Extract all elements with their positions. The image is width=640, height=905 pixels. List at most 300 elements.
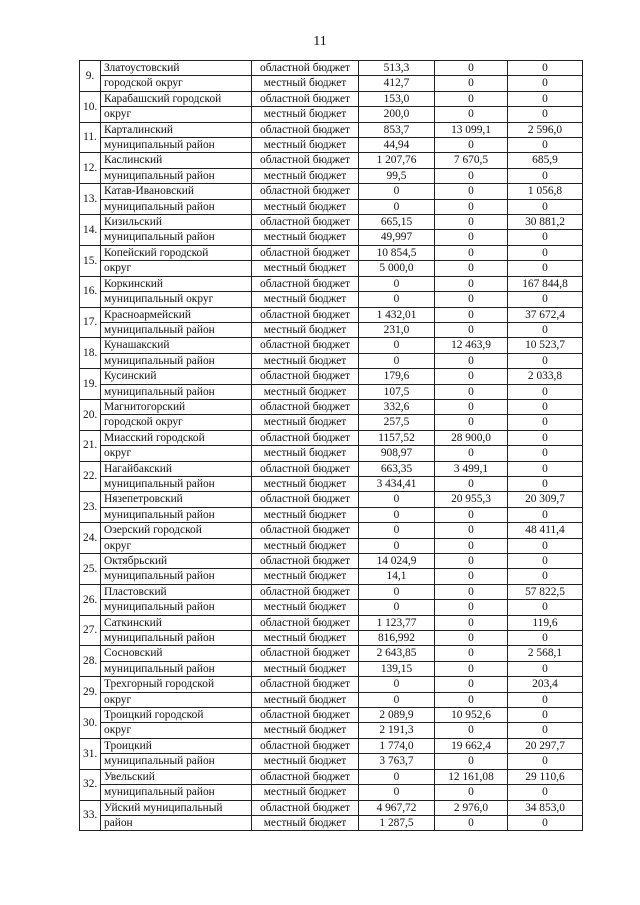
amount-cell: 0 — [435, 138, 508, 153]
amount-cell: 0 — [359, 199, 435, 214]
table-row — [80, 538, 583, 553]
budget-source: местный бюджет — [252, 569, 359, 584]
row-number: 33. — [80, 800, 101, 831]
table-row — [80, 554, 583, 569]
budget-source: областной бюджет — [252, 769, 359, 784]
row-number: 11. — [80, 122, 101, 153]
amount-cell: 10 952,6 — [435, 708, 508, 723]
amount-cell: 13 099,1 — [435, 122, 508, 137]
amount-cell: 0 — [435, 230, 508, 245]
row-number: 23. — [80, 492, 101, 523]
budget-source: местный бюджет — [252, 322, 359, 337]
table-row — [80, 91, 583, 106]
budget-source: местный бюджет — [252, 384, 359, 399]
amount-cell: 513,3 — [359, 61, 435, 76]
amount-cell: 2 191,3 — [359, 723, 435, 738]
row-number: 17. — [80, 307, 101, 338]
amount-cell: 0 — [508, 322, 583, 337]
municipality-name: округ — [101, 261, 252, 276]
amount-cell: 0 — [435, 631, 508, 646]
table-row — [80, 322, 583, 337]
municipality-name: Кунашакский — [101, 338, 252, 353]
table-row — [80, 184, 583, 199]
table-row — [80, 615, 583, 630]
municipality-name: Кизильский — [101, 215, 252, 230]
row-number: 26. — [80, 584, 101, 615]
amount-cell: 0 — [508, 168, 583, 183]
amount-cell: 0 — [359, 584, 435, 599]
budget-source: местный бюджет — [252, 600, 359, 615]
amount-cell: 5 000,0 — [359, 261, 435, 276]
table-row — [80, 245, 583, 260]
amount-cell: 0 — [508, 292, 583, 307]
row-number: 30. — [80, 708, 101, 739]
budget-source: областной бюджет — [252, 523, 359, 538]
amount-cell: 0 — [435, 600, 508, 615]
amount-cell: 179,6 — [359, 369, 435, 384]
table-row — [80, 723, 583, 738]
amount-cell: 0 — [359, 353, 435, 368]
amount-cell: 0 — [435, 199, 508, 214]
budget-source: местный бюджет — [252, 261, 359, 276]
amount-cell: 0 — [435, 507, 508, 522]
budget-source: областной бюджет — [252, 430, 359, 445]
row-number: 9. — [80, 61, 101, 92]
amount-cell: 0 — [508, 600, 583, 615]
amount-cell: 0 — [435, 554, 508, 569]
municipality-name: муниципальный район — [101, 168, 252, 183]
amount-cell: 0 — [359, 523, 435, 538]
amount-cell: 0 — [508, 476, 583, 491]
amount-cell: 665,15 — [359, 215, 435, 230]
amount-cell: 0 — [435, 538, 508, 553]
amount-cell: 12 463,9 — [435, 338, 508, 353]
table-row — [80, 785, 583, 800]
amount-cell: 0 — [508, 91, 583, 106]
amount-cell: 0 — [508, 353, 583, 368]
table-row — [80, 769, 583, 784]
amount-cell: 0 — [435, 107, 508, 122]
amount-cell: 49,997 — [359, 230, 435, 245]
table-row — [80, 461, 583, 476]
amount-cell: 257,5 — [359, 415, 435, 430]
amount-cell: 139,15 — [359, 661, 435, 676]
municipality-name: Троицкий городской — [101, 708, 252, 723]
row-number: 10. — [80, 91, 101, 122]
budget-source: местный бюджет — [252, 199, 359, 214]
budget-source: областной бюджет — [252, 215, 359, 230]
table-row — [80, 122, 583, 137]
amount-cell: 0 — [508, 538, 583, 553]
amount-cell: 853,7 — [359, 122, 435, 137]
table-row — [80, 261, 583, 276]
municipality-name: Каслинский — [101, 153, 252, 168]
amount-cell: 3 499,1 — [435, 461, 508, 476]
table-row — [80, 584, 583, 599]
amount-cell: 12 161,08 — [435, 769, 508, 784]
table-row — [80, 800, 583, 815]
amount-cell: 0 — [508, 138, 583, 153]
municipality-name: муниципальный район — [101, 754, 252, 769]
amount-cell: 0 — [508, 76, 583, 91]
table-row — [80, 646, 583, 661]
table-row — [80, 708, 583, 723]
budget-source: местный бюджет — [252, 692, 359, 707]
amount-cell: 153,0 — [359, 91, 435, 106]
amount-cell: 0 — [508, 430, 583, 445]
municipality-name: Сосновский — [101, 646, 252, 661]
municipality-name: Трехгорный городской — [101, 677, 252, 692]
municipality-name: муниципальный район — [101, 353, 252, 368]
table-row — [80, 138, 583, 153]
amount-cell: 2 089,9 — [359, 708, 435, 723]
amount-cell: 0 — [359, 600, 435, 615]
budget-source: областной бюджет — [252, 369, 359, 384]
table-row — [80, 815, 583, 830]
municipality-name: муниципальный район — [101, 322, 252, 337]
amount-cell: 0 — [435, 815, 508, 830]
row-number: 31. — [80, 738, 101, 769]
budget-source: областной бюджет — [252, 615, 359, 630]
amount-cell: 0 — [508, 446, 583, 461]
amount-cell: 0 — [435, 369, 508, 384]
amount-cell: 48 411,4 — [508, 523, 583, 538]
amount-cell: 0 — [435, 677, 508, 692]
amount-cell: 19 662,4 — [435, 738, 508, 753]
amount-cell: 0 — [435, 261, 508, 276]
budget-source: областной бюджет — [252, 338, 359, 353]
municipality-name: Троицкий — [101, 738, 252, 753]
amount-cell: 231,0 — [359, 322, 435, 337]
table-row — [80, 523, 583, 538]
budget-source: местный бюджет — [252, 661, 359, 676]
table-row — [80, 199, 583, 214]
row-number: 13. — [80, 184, 101, 215]
row-number: 25. — [80, 554, 101, 585]
budget-source: местный бюджет — [252, 230, 359, 245]
amount-cell: 0 — [435, 785, 508, 800]
amount-cell: 0 — [435, 446, 508, 461]
amount-cell: 0 — [359, 692, 435, 707]
row-number: 32. — [80, 769, 101, 800]
amount-cell: 0 — [508, 815, 583, 830]
amount-cell: 0 — [508, 261, 583, 276]
amount-cell: 57 822,5 — [508, 584, 583, 599]
amount-cell: 0 — [359, 785, 435, 800]
amount-cell: 10 854,5 — [359, 245, 435, 260]
municipality-name: Увельский — [101, 769, 252, 784]
table-row — [80, 692, 583, 707]
amount-cell: 0 — [359, 769, 435, 784]
municipality-name: муниципальный район — [101, 230, 252, 245]
amount-cell: 0 — [508, 507, 583, 522]
amount-cell: 0 — [435, 322, 508, 337]
table-row — [80, 230, 583, 245]
table-row — [80, 415, 583, 430]
amount-cell: 0 — [435, 215, 508, 230]
budget-source: местный бюджет — [252, 446, 359, 461]
municipality-name: городской округ — [101, 76, 252, 91]
amount-cell: 0 — [508, 199, 583, 214]
budget-source: областной бюджет — [252, 91, 359, 106]
municipality-name: муниципальный район — [101, 507, 252, 522]
budget-source: местный бюджет — [252, 631, 359, 646]
municipality-name: Нязепетровский — [101, 492, 252, 507]
municipality-name: муниципальный район — [101, 384, 252, 399]
municipality-name: муниципальный район — [101, 138, 252, 153]
amount-cell: 0 — [435, 353, 508, 368]
table-row — [80, 492, 583, 507]
municipality-name: муниципальный округ — [101, 292, 252, 307]
amount-cell: 0 — [435, 723, 508, 738]
municipality-name: Карабашский городской — [101, 91, 252, 106]
amount-cell: 0 — [508, 399, 583, 414]
budget-source: областной бюджет — [252, 461, 359, 476]
municipality-name: Октябрьский — [101, 554, 252, 569]
amount-cell: 7 670,5 — [435, 153, 508, 168]
table-row — [80, 61, 583, 76]
amount-cell: 107,5 — [359, 384, 435, 399]
table-row — [80, 754, 583, 769]
amount-cell: 20 309,7 — [508, 492, 583, 507]
table-row — [80, 292, 583, 307]
budget-source: местный бюджет — [252, 292, 359, 307]
table-row — [80, 215, 583, 230]
amount-cell: 2 033,8 — [508, 369, 583, 384]
amount-cell: 0 — [435, 661, 508, 676]
row-number: 15. — [80, 245, 101, 276]
municipality-name: округ — [101, 107, 252, 122]
amount-cell: 332,6 — [359, 399, 435, 414]
amount-cell: 0 — [435, 292, 508, 307]
table-row — [80, 446, 583, 461]
amount-cell: 0 — [508, 631, 583, 646]
amount-cell: 0 — [435, 384, 508, 399]
amount-cell: 203,4 — [508, 677, 583, 692]
amount-cell: 0 — [435, 91, 508, 106]
amount-cell: 0 — [508, 107, 583, 122]
row-number: 27. — [80, 615, 101, 646]
table-row — [80, 107, 583, 122]
amount-cell: 1157,52 — [359, 430, 435, 445]
budget-source: местный бюджет — [252, 754, 359, 769]
table-row — [80, 631, 583, 646]
budget-source: областной бюджет — [252, 708, 359, 723]
budget-source: областной бюджет — [252, 184, 359, 199]
table-row — [80, 384, 583, 399]
budget-source: областной бюджет — [252, 738, 359, 753]
budget-source: областной бюджет — [252, 399, 359, 414]
municipality-name: округ — [101, 446, 252, 461]
table-row — [80, 507, 583, 522]
amount-cell: 44,94 — [359, 138, 435, 153]
amount-cell: 0 — [435, 76, 508, 91]
amount-cell: 0 — [508, 461, 583, 476]
municipality-name: Пластовский — [101, 584, 252, 599]
amount-cell: 99,5 — [359, 168, 435, 183]
amount-cell: 0 — [359, 492, 435, 507]
amount-cell: 1 056,8 — [508, 184, 583, 199]
table-row — [80, 307, 583, 322]
budget-source: областной бюджет — [252, 153, 359, 168]
amount-cell: 412,7 — [359, 76, 435, 91]
municipality-name: муниципальный район — [101, 569, 252, 584]
amount-cell: 0 — [435, 754, 508, 769]
amount-cell: 0 — [359, 184, 435, 199]
row-number: 28. — [80, 646, 101, 677]
table-row — [80, 369, 583, 384]
amount-cell: 14 024,9 — [359, 554, 435, 569]
amount-cell: 1 774,0 — [359, 738, 435, 753]
row-number: 29. — [80, 677, 101, 708]
budget-source: местный бюджет — [252, 476, 359, 491]
amount-cell: 0 — [435, 584, 508, 599]
table-row — [80, 661, 583, 676]
amount-cell: 0 — [435, 61, 508, 76]
amount-cell: 0 — [359, 538, 435, 553]
amount-cell: 0 — [359, 677, 435, 692]
municipality-name: Карталинский — [101, 122, 252, 137]
row-number: 16. — [80, 276, 101, 307]
amount-cell: 0 — [359, 276, 435, 291]
budget-table — [79, 60, 583, 831]
municipality-name: городской округ — [101, 415, 252, 430]
row-number: 19. — [80, 369, 101, 400]
budget-source: местный бюджет — [252, 168, 359, 183]
budget-source: местный бюджет — [252, 507, 359, 522]
budget-source: областной бюджет — [252, 276, 359, 291]
amount-cell: 0 — [508, 384, 583, 399]
amount-cell: 908,97 — [359, 446, 435, 461]
municipality-name: Нагайбакский — [101, 461, 252, 476]
municipality-name: Златоустовский — [101, 61, 252, 76]
budget-source: местный бюджет — [252, 538, 359, 553]
amount-cell: 3 434,41 — [359, 476, 435, 491]
amount-cell: 0 — [508, 708, 583, 723]
budget-source: областной бюджет — [252, 646, 359, 661]
budget-source: областной бюджет — [252, 800, 359, 815]
row-number: 18. — [80, 338, 101, 369]
amount-cell: 0 — [508, 661, 583, 676]
amount-cell: 0 — [508, 554, 583, 569]
amount-cell: 0 — [435, 399, 508, 414]
amount-cell: 0 — [508, 245, 583, 260]
amount-cell: 29 110,6 — [508, 769, 583, 784]
budget-source: областной бюджет — [252, 584, 359, 599]
municipality-name: Саткинский — [101, 615, 252, 630]
budget-source: местный бюджет — [252, 815, 359, 830]
budget-source: областной бюджет — [252, 61, 359, 76]
row-number: 22. — [80, 461, 101, 492]
amount-cell: 0 — [508, 692, 583, 707]
amount-cell: 119,6 — [508, 615, 583, 630]
table-row — [80, 276, 583, 291]
budget-source: местный бюджет — [252, 415, 359, 430]
budget-source: местный бюджет — [252, 76, 359, 91]
amount-cell: 1 207,76 — [359, 153, 435, 168]
budget-source: местный бюджет — [252, 138, 359, 153]
amount-cell: 1 287,5 — [359, 815, 435, 830]
amount-cell: 0 — [359, 338, 435, 353]
table-row — [80, 168, 583, 183]
amount-cell: 0 — [508, 569, 583, 584]
row-number: 12. — [80, 153, 101, 184]
amount-cell: 2 568,1 — [508, 646, 583, 661]
amount-cell: 0 — [359, 507, 435, 522]
budget-source: областной бюджет — [252, 492, 359, 507]
amount-cell: 28 900,0 — [435, 430, 508, 445]
row-number: 20. — [80, 399, 101, 430]
municipality-name: Уйский муниципальный — [101, 800, 252, 815]
municipality-name: Копейский городской — [101, 245, 252, 260]
amount-cell: 4 967,72 — [359, 800, 435, 815]
budget-source: областной бюджет — [252, 245, 359, 260]
table-row — [80, 399, 583, 414]
amount-cell: 0 — [435, 168, 508, 183]
municipality-name: Магнитогорский — [101, 399, 252, 414]
amount-cell: 34 853,0 — [508, 800, 583, 815]
budget-source: областной бюджет — [252, 677, 359, 692]
amount-cell: 0 — [435, 569, 508, 584]
table-row — [80, 476, 583, 491]
amount-cell: 0 — [435, 184, 508, 199]
table-row — [80, 569, 583, 584]
municipality-name: муниципальный район — [101, 785, 252, 800]
amount-cell: 20 955,3 — [435, 492, 508, 507]
amount-cell: 0 — [435, 245, 508, 260]
amount-cell: 816,992 — [359, 631, 435, 646]
table-row — [80, 338, 583, 353]
amount-cell: 30 881,2 — [508, 215, 583, 230]
municipality-name: Коркинский — [101, 276, 252, 291]
municipality-name: муниципальный район — [101, 631, 252, 646]
amount-cell: 0 — [359, 292, 435, 307]
amount-cell: 37 672,4 — [508, 307, 583, 322]
table-row — [80, 76, 583, 91]
amount-cell: 3 763,7 — [359, 754, 435, 769]
amount-cell: 10 523,7 — [508, 338, 583, 353]
amount-cell: 1 432,01 — [359, 307, 435, 322]
row-number: 24. — [80, 523, 101, 554]
municipality-name: округ — [101, 538, 252, 553]
table-row — [80, 153, 583, 168]
budget-source: областной бюджет — [252, 554, 359, 569]
amount-cell: 0 — [508, 415, 583, 430]
amount-cell: 0 — [435, 646, 508, 661]
amount-cell: 0 — [435, 523, 508, 538]
amount-cell: 20 297,7 — [508, 738, 583, 753]
amount-cell: 0 — [508, 785, 583, 800]
amount-cell: 685,9 — [508, 153, 583, 168]
amount-cell: 167 844,8 — [508, 276, 583, 291]
amount-cell: 14,1 — [359, 569, 435, 584]
amount-cell: 0 — [508, 61, 583, 76]
municipality-name: Красноармейский — [101, 307, 252, 322]
row-number: 21. — [80, 430, 101, 461]
amount-cell: 0 — [435, 615, 508, 630]
amount-cell: 0 — [435, 307, 508, 322]
municipality-name: округ — [101, 723, 252, 738]
budget-source: областной бюджет — [252, 307, 359, 322]
municipality-name: муниципальный район — [101, 476, 252, 491]
amount-cell: 663,35 — [359, 461, 435, 476]
amount-cell: 0 — [435, 415, 508, 430]
municipality-name: округ — [101, 692, 252, 707]
municipality-name: Озерский городской — [101, 523, 252, 538]
budget-source: местный бюджет — [252, 107, 359, 122]
amount-cell: 2 976,0 — [435, 800, 508, 815]
table-row — [80, 600, 583, 615]
